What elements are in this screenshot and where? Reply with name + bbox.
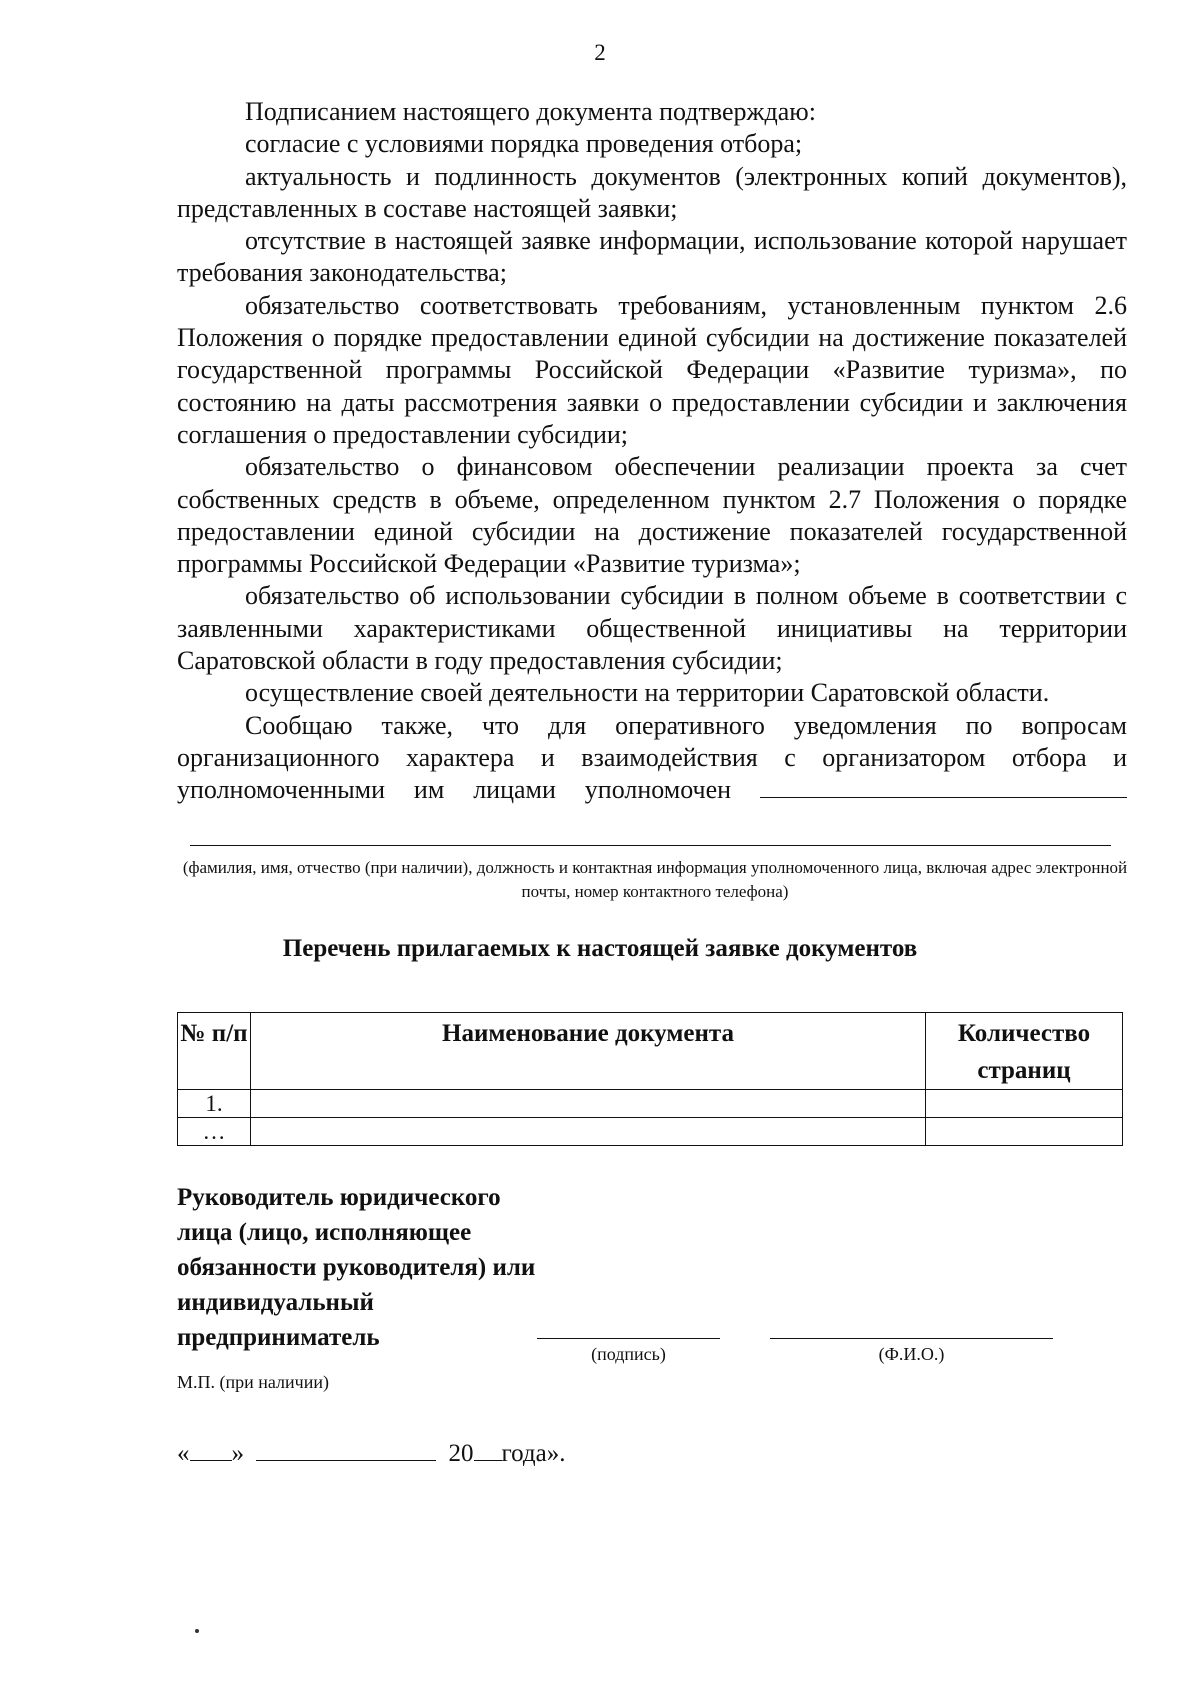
table-row	[178, 1090, 1123, 1118]
date-open-quote: «	[177, 1440, 190, 1467]
paragraph-territory: осуществление своей деятельности на территории Саратовской области.	[245, 678, 1050, 708]
year-blank[interactable]	[474, 1440, 502, 1461]
fio-caption: (Ф.И.О.)	[878, 1344, 945, 1364]
row-count[interactable]	[926, 1118, 1123, 1146]
page-number: 2	[594, 40, 606, 65]
row-num: …	[178, 1118, 251, 1146]
day-blank[interactable]	[190, 1440, 232, 1461]
scan-speck	[195, 1629, 199, 1633]
fio-line[interactable]	[770, 1338, 1053, 1339]
date-close-quote: »	[231, 1440, 244, 1467]
signer-title-text: Руководитель юридического лица (лицо, исполняющее обязанности руководителя) или индивидуальный предприниматель	[177, 1184, 536, 1351]
header-count: Количество страниц	[926, 1013, 1123, 1090]
header-name: Наименование документа	[251, 1013, 926, 1090]
paragraph-full-use: обязательство об использовании субсидии в полном объеме в соответствии с заявленными характеристиками общественной инициативы на территории Саратовской области в году предоставления субсидии;	[177, 581, 1127, 676]
paragraph-no-violation: отсутствие в настоящей заявке информации, использование которой нарушает требования законодательства;	[177, 226, 1127, 288]
paragraph-intro: Подписанием настоящего документа подтверждаю:	[245, 97, 816, 126]
header-num: № п/п	[178, 1013, 251, 1090]
row-count[interactable]	[926, 1090, 1123, 1118]
signer-title	[177, 1180, 537, 1355]
date-line	[177, 1440, 565, 1468]
body-text	[177, 96, 1127, 807]
year-suffix: года».	[501, 1440, 566, 1467]
year-prefix: 20	[448, 1440, 474, 1467]
table-header-row	[178, 1013, 1123, 1090]
row-name[interactable]	[251, 1118, 926, 1146]
signature-line[interactable]	[537, 1338, 720, 1339]
row-num: 1.	[178, 1090, 251, 1118]
table-row	[178, 1118, 1123, 1146]
signature-caption: (подпись)	[591, 1344, 666, 1364]
row-name[interactable]	[251, 1090, 926, 1118]
paragraph-consent: согласие с условиями порядка проведения отбора;	[245, 129, 803, 159]
paragraph-authenticity: актуальность и подлинность документов (электронных копий документов), представленных в составе настоящей заявки;	[177, 161, 1127, 223]
contact-info-caption: (фамилия, имя, отчество (при наличии), должность и контактная информация уполномоченного лица, включая адрес электронной почты, номер контактного телефона)	[182, 858, 1128, 901]
attachments-title: Перечень прилагаемых к настоящей заявке документов	[282, 935, 918, 962]
attachments-table	[177, 1012, 1123, 1146]
contact-info-line[interactable]	[190, 845, 1111, 846]
paragraph-requirements: обязательство соответствовать требованиям, установленным пунктом 2.6 Положения о порядке предоставлении единой субсидии на достижение показателей государственной программы Российской Федерации «Развитие туризма», по состоянию на даты рассмотрения заявки о предоставлении субсидии и заключения соглашения о предоставлении субсидии;	[177, 290, 1127, 449]
authorized-text: Сообщаю также, что для оперативного уведомления по вопросам организационного характера и взаимодействия с организатором отбора и уполномоченными им лицами уполномочен	[177, 710, 1127, 805]
authorized-person-blank[interactable]	[760, 775, 1127, 798]
stamp-note: М.П. (при наличии)	[177, 1372, 329, 1392]
paragraph-funding: обязательство о финансовом обеспечении реализации проекта за счет собственных средств в объеме, определенном пунктом 2.7 Положения о порядке предоставлении единой субсидии на достижение показателей государственной программы Российской Федерации «Развитие туризма»;	[177, 452, 1127, 579]
paragraph-authorized	[177, 710, 1127, 807]
month-blank[interactable]	[256, 1440, 436, 1461]
